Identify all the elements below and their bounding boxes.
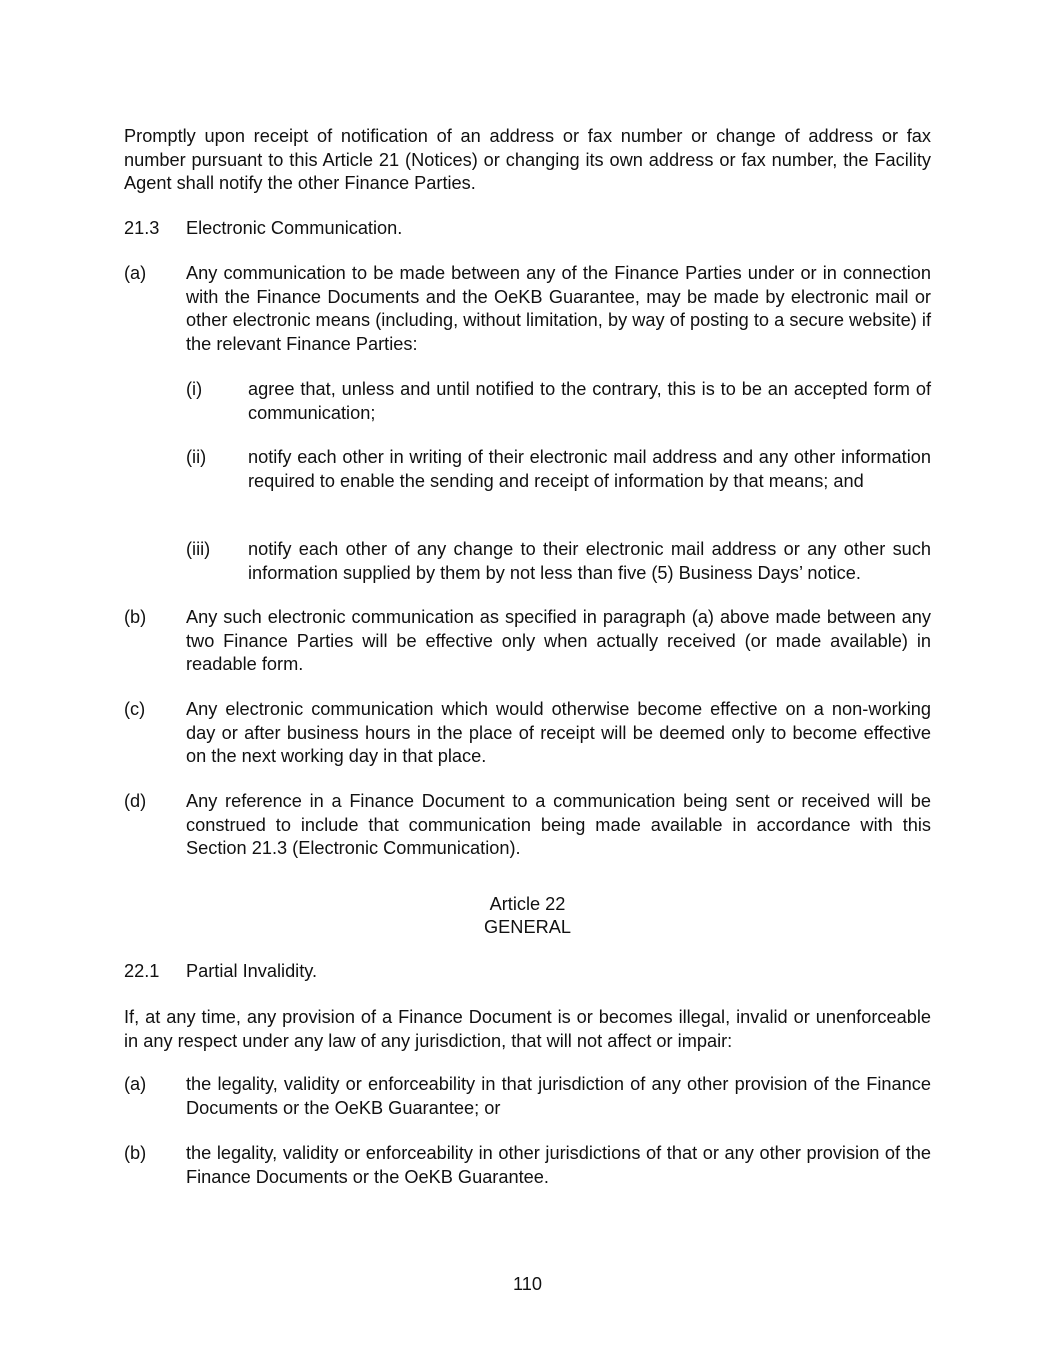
clause-label: (a) — [124, 263, 147, 283]
subclause-label: (i) — [186, 379, 203, 399]
notice-paragraph: Promptly upon receipt of notification of an address or fax number or change of address or fax number pursuant to this Article 21 (Notices) or changing its own address or fax number, the Facility Agent shall notify the other Finance Parties. — [124, 126, 931, 193]
subclause-label: (iii) — [186, 539, 211, 559]
subclause-label: (ii) — [186, 447, 207, 467]
subclause-text: agree that, unless and until notified to the contrary, this is to be an accepted form of communication; — [248, 379, 931, 423]
clause-text: Any reference in a Finance Document to a communication being sent or received will be construed to include that communication being made available in accordance with this Section 21.3 (Electronic Communication). — [186, 791, 931, 858]
section-number: 22.1 — [124, 961, 160, 981]
clause-label: (c) — [124, 699, 146, 719]
section-title: Electronic Communication. — [186, 218, 403, 238]
clause-text: Any such electronic communication as specified in paragraph (a) above made between any two Finance Parties will be effective only when actually received (or made available) in readable form. — [186, 607, 931, 674]
clause-label: (a) — [124, 1074, 147, 1094]
clause-label: (b) — [124, 607, 147, 627]
clause-label: (d) — [124, 791, 147, 811]
page-number: 110 — [513, 1274, 542, 1294]
subclause-text: notify each other of any change to their electronic mail address or any other such information supplied by them by not less than five (5) Business Days’ notice. — [248, 539, 931, 583]
invalidity-paragraph: If, at any time, any provision of a Finance Document is or becomes illegal, invalid or unenforceable in any respect under any law of any jurisdiction, that will not affect or impair: — [124, 1007, 931, 1051]
section-title: Partial Invalidity. — [186, 961, 318, 981]
subclause-text: notify each other in writing of their electronic mail address and any other information required to enable the sending and receipt of information by that means; and — [248, 447, 931, 491]
section-number: 21.3 — [124, 218, 160, 238]
article-heading: Article 22 — [489, 894, 566, 914]
clause-text: the legality, validity or enforceability in other jurisdictions of that or any other provision of the Finance Documents or the OeKB Guarantee. — [186, 1143, 931, 1187]
clause-text: Any electronic communication which would otherwise become effective on a non-working day or after business hours in the place of receipt will be deemed only to become effective on the next working day in that place. — [186, 699, 931, 766]
article-title: GENERAL — [484, 917, 571, 937]
clause-label: (b) — [124, 1143, 147, 1163]
clause-text: Any communication to be made between any of the Finance Parties under or in connection with the Finance Documents and the OeKB Guarantee, may be made by electronic mail or other electronic means (including, without limitation, by way of posting to a secure website) if the relevant Finance Parties: — [186, 263, 931, 354]
clause-text: the legality, validity or enforceability in that jurisdiction of any other provision of the Finance Documents or the OeKB Guarantee; or — [186, 1074, 931, 1118]
